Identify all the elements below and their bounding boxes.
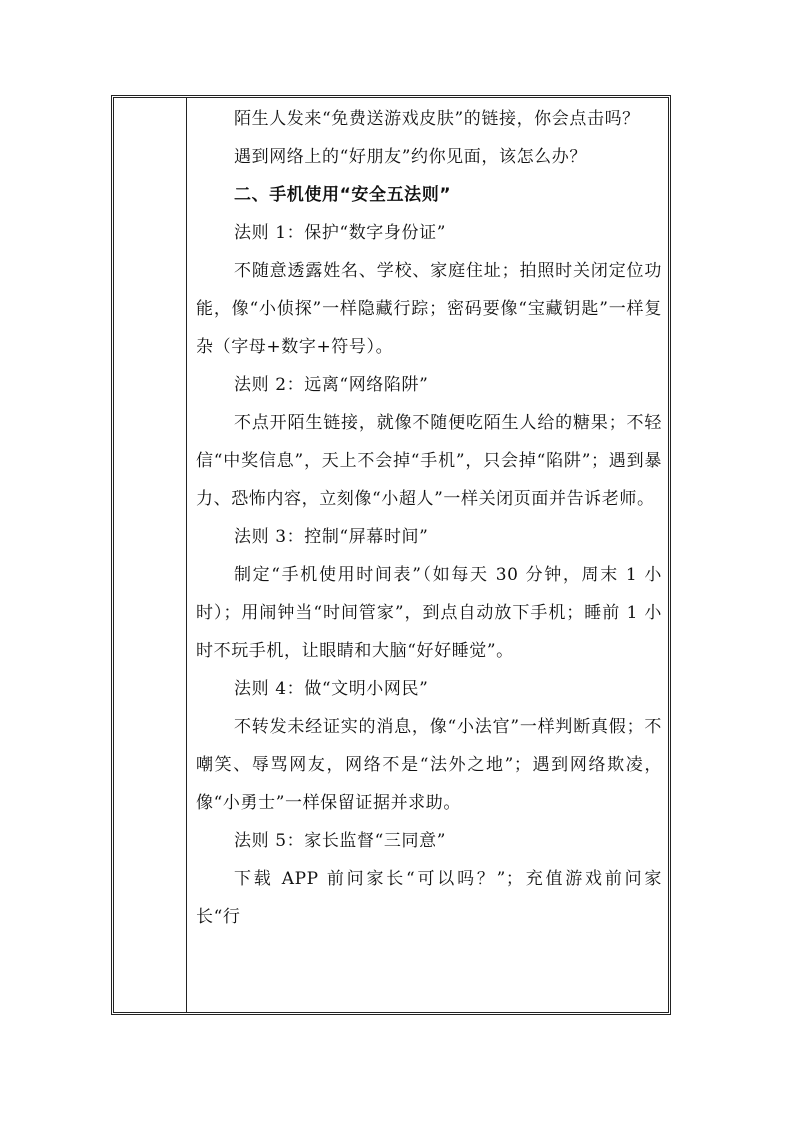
question-paragraph-1: 陌生人发来“免费送游戏皮肤”的链接，你会点击吗？ — [234, 109, 640, 129]
right-cell-content — [196, 100, 662, 936]
rule-2-body: 不点开陌生链接，就像不随便吃陌生人给的糖果；不轻信“中奖信息”，天上不会掉“手机”，只会掉“陷阱”；遇到暴力、恐怖内容，立刻像“小超人”一样关闭页面并告诉老师。 — [196, 413, 662, 509]
question-paragraph-2: 遇到网络上的“好朋友”约你见面，该怎么办？ — [234, 147, 587, 167]
rule-4-title: 法则 4：做“文明小网民” — [234, 679, 429, 699]
rule-1-body: 不随意透露姓名、学校、家庭住址；拍照时关闭定位功能，像“小侦探”一样隐藏行踪；密码要像“宝藏钥匙”一样复杂（字母+数字+符号）。 — [196, 261, 662, 357]
section-heading: 二、手机使用“安全五法则” — [234, 185, 452, 205]
rule-5-title: 法则 5：家长监督“三同意” — [234, 831, 447, 851]
rule-5-body: 下载 APP 前问家长“可以吗？”；充值游戏前问家长“行 — [196, 869, 662, 927]
rule-3-title: 法则 3：控制“屏幕时间” — [234, 527, 429, 547]
rule-2-title: 法则 2：远离“网络陷阱” — [234, 375, 429, 395]
rule-3-body: 制定“手机使用时间表”（如每天 30 分钟，周末 1 小时）；用闹钟当“时间管家”，到点自动放下手机；睡前 1 小时不玩手机，让眼睛和大脑“好好睡觉”。 — [196, 565, 662, 661]
rule-1-title: 法则 1：保护“数字身份证” — [234, 223, 447, 243]
column-divider — [186, 97, 187, 1013]
rule-4-body: 不转发未经证实的消息，像“小法官”一样判断真假；不嘲笑、辱骂网友，网络不是“法外之地”；遇到网络欺凌，像“小勇士”一样保留证据并求助。 — [196, 717, 662, 813]
